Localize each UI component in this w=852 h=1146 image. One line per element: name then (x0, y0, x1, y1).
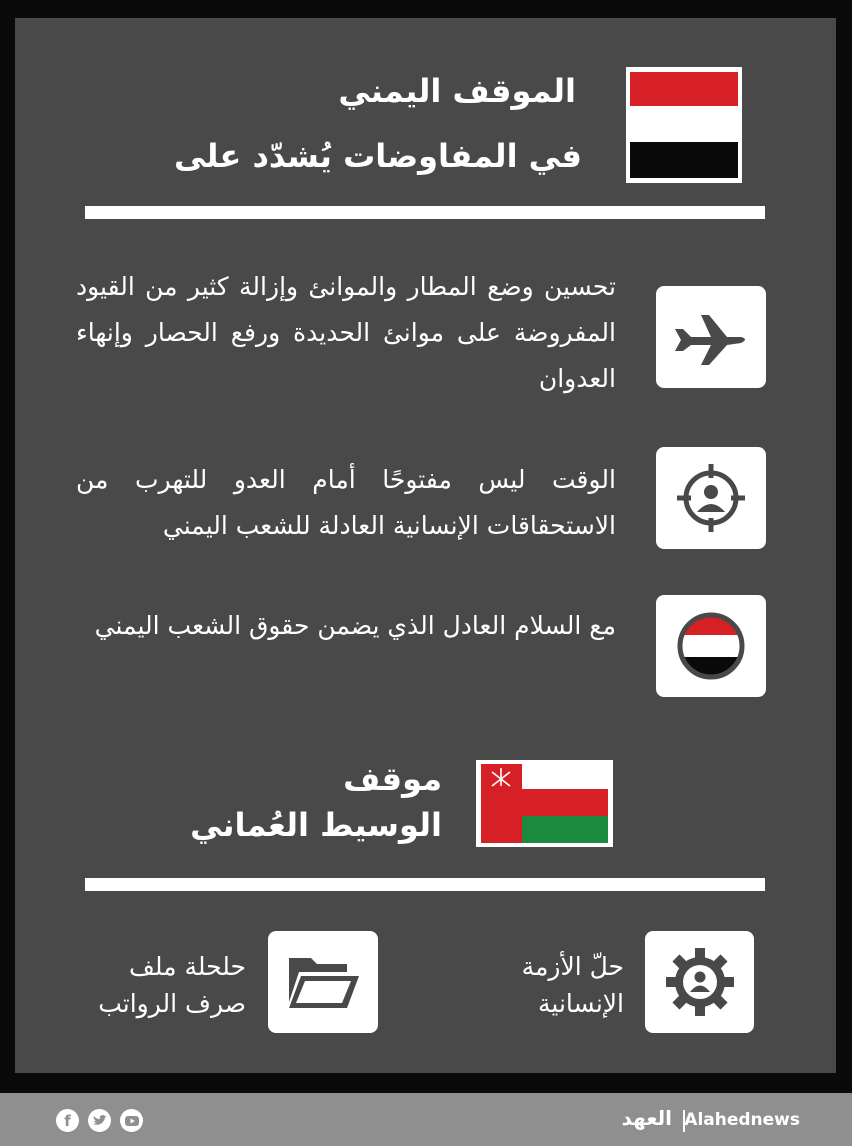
bottom-label-2-line1: حلحلة ملف (128, 952, 246, 981)
yemen-flag-circle-icon (675, 610, 747, 682)
bottom-icon-box-2 (268, 931, 378, 1033)
yemen-flag (626, 67, 742, 183)
bottom-icon-box-1 (645, 931, 754, 1033)
target-person-icon (675, 462, 747, 534)
point-icon-box-3 (656, 595, 766, 697)
page-title-line2: في المفاوضات يُشدّد على (174, 137, 582, 175)
twitter-icon[interactable] (88, 1109, 111, 1132)
divider-top (85, 206, 765, 219)
brand-name: Alahednews (684, 1110, 800, 1130)
bottom-label-1-line1: حلّ الأزمة (521, 952, 624, 981)
oman-title-line2: الوسيط العُماني (190, 806, 442, 844)
point-text-2: الوقت ليس مفتوحًا أمام العدو للتهرب من الاستحقاقات الإنسانية العادلة للشعب اليمني (76, 465, 616, 540)
page-title-line1: الموقف اليمني (338, 72, 576, 110)
brand-arabic-logo: العهد (621, 1106, 672, 1130)
oman-flag (476, 760, 613, 847)
airplane-icon (671, 307, 751, 367)
folder-icon (285, 952, 361, 1012)
bottom-label-1-line2: الإنسانية (538, 989, 624, 1018)
point-icon-box-2 (656, 447, 766, 549)
youtube-icon[interactable] (120, 1109, 143, 1132)
point-text-3: مع السلام العادل الذي يضمن حقوق الشعب اليمني (94, 611, 616, 640)
bottom-label-2-line2: صرف الرواتب (98, 989, 246, 1018)
oman-title-line1: موقف (343, 760, 442, 798)
divider-bottom (85, 878, 765, 891)
point-text-1: تحسين وضع المطار والموانئ وإزالة كثير من القيود المفروضة على موانئ الحديدة ورفع الحصار وإنهاء العدوان (76, 272, 616, 393)
gear-person-icon (663, 945, 737, 1019)
point-icon-box-1 (656, 286, 766, 388)
facebook-icon[interactable]: f (56, 1109, 79, 1132)
